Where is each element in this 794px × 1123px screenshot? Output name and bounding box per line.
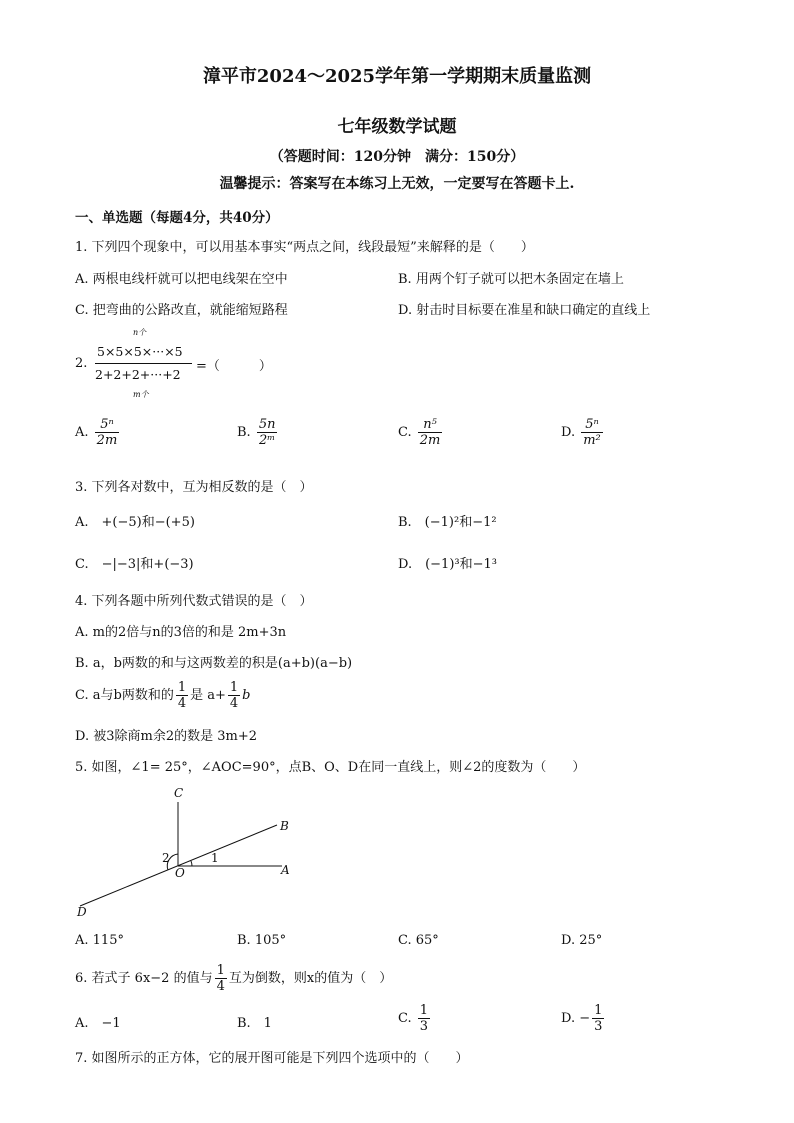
q2-numerator: 5×5×5×···×5 <box>97 344 183 359</box>
option-letter: D. <box>561 425 576 440</box>
q6-stem <box>75 963 392 994</box>
denominator: 2m <box>419 433 441 448</box>
minus-sign: − <box>579 1011 591 1026</box>
numerator: 1 <box>216 963 225 978</box>
q4-option-d: D. 被3除商m余2的数是 3m+2 <box>75 729 257 744</box>
q6-option-a: A. −1 <box>75 1016 121 1031</box>
q1-option-a: A. 两根电线杆就可以把电线架在空中 <box>75 272 288 287</box>
option-letter: A. <box>75 425 89 440</box>
angle-1-arc <box>191 861 192 866</box>
denominator: 2ᵐ <box>259 433 276 448</box>
q2-tail: =（ ） <box>196 359 272 374</box>
q4-option-c <box>75 680 251 711</box>
numerator: 5ⁿ <box>95 417 120 433</box>
angle-figure <box>70 784 310 924</box>
fraction <box>418 1003 430 1034</box>
q2-fraction-bar <box>95 363 192 364</box>
q2-top-brace: n个 <box>133 328 147 337</box>
q5-option-d: D. 25° <box>561 933 603 948</box>
q1-stem: 1. 下列四个现象中，可以用基本事实“两点之间，线段最短”来解释的是（ ） <box>75 240 534 255</box>
denominator: 2m <box>96 433 118 448</box>
text: 6. 若式子 6x−2 的值与 <box>75 971 213 986</box>
q5-option-b: B. 105° <box>237 933 287 948</box>
q3-option-c: C. −|−3|和+(−3) <box>75 557 194 572</box>
exam-subject: 七年级数学试题 <box>337 117 457 137</box>
text: b <box>242 688 251 703</box>
numerator: 1 <box>229 680 239 695</box>
label-d: D <box>77 905 87 919</box>
exam-title: 漳平市2024～2025学年第一学期期末质量监测 <box>202 66 592 87</box>
q2-number: 2. <box>75 356 88 371</box>
fraction <box>581 417 603 448</box>
numerator: 5n <box>258 417 276 432</box>
q1-option-c: C. 把弯曲的公路改直，就能缩短路程 <box>75 303 288 318</box>
q2-option-d <box>561 417 605 448</box>
q5-stem: 5. 如图，∠1= 25°，∠AOC=90°，点B、O、D在同一直线上，则∠2的度数为（ ） <box>75 760 586 775</box>
q3-stem: 3. 下列各对数中，互为相反数的是（ ） <box>75 480 313 495</box>
text: 是 a+ <box>190 688 226 703</box>
numerator: 5ⁿ <box>581 417 603 433</box>
q4-option-b: B. a，b两数的和与这两数差的积是(a+b)(a−b) <box>75 656 353 671</box>
denominator: 3 <box>594 1019 603 1034</box>
section-title: 一、单选题（每题4分，共40分） <box>75 210 279 226</box>
fraction <box>176 680 188 711</box>
numerator: 1 <box>419 1003 429 1018</box>
q2-denominator: 2+2+2+···+2 <box>95 367 181 382</box>
denominator: 4 <box>216 979 225 994</box>
q3-option-a: A. +(−5)和−(+5) <box>75 515 195 530</box>
q6-option-b: B. 1 <box>237 1016 272 1031</box>
numerator: 1 <box>594 1003 603 1018</box>
label-b: B <box>280 819 289 833</box>
q3-option-d: D. (−1)³和−1³ <box>398 557 497 572</box>
fraction <box>257 417 278 448</box>
q5-option-c: C. 65° <box>398 933 439 948</box>
exam-info: （答题时间：120分钟 满分：150分） <box>269 149 525 165</box>
denominator: 4 <box>177 696 187 711</box>
q6-option-d <box>561 1003 606 1034</box>
q2-option-b <box>237 417 279 448</box>
fraction <box>418 417 443 448</box>
q2-option-c <box>398 417 444 448</box>
option-letter: C. <box>398 1011 412 1026</box>
label-c: C <box>174 786 184 800</box>
option-letter: C. <box>398 425 412 440</box>
option-letter: B. <box>237 425 251 440</box>
text: 互为倒数，则x的值为（ ） <box>228 971 393 986</box>
denominator: 3 <box>419 1019 429 1034</box>
option-letter: D. <box>561 1011 576 1026</box>
label-angle-2: 2 <box>162 851 170 865</box>
label-angle-1: 1 <box>211 851 219 865</box>
fraction <box>95 417 120 448</box>
q1-option-b: B. 用两个钉子就可以把木条固定在墙上 <box>398 272 624 287</box>
q2-option-a <box>75 417 121 448</box>
fraction <box>215 963 227 994</box>
label-a: A <box>281 863 290 877</box>
fraction <box>228 680 240 711</box>
q7-stem: 7. 如图所示的正方体，它的展开图可能是下列四个选项中的（ ） <box>75 1051 469 1066</box>
fraction <box>592 1003 604 1034</box>
q1-option-d: D. 射击时目标要在准星和缺口确定的直线上 <box>398 303 651 318</box>
q5-option-a: A. 115° <box>75 933 124 948</box>
label-o: O <box>175 866 185 880</box>
q2-bottom-brace: m个 <box>133 390 149 399</box>
q3-option-b: B. (−1)²和−1² <box>398 515 497 530</box>
denominator: m² <box>583 433 601 448</box>
text: C. a与b两数和的 <box>75 688 174 703</box>
numerator: 1 <box>177 680 187 695</box>
q6-option-c <box>398 1003 432 1034</box>
exam-tip: 温馨提示：答案写在本练习上无效，一定要写在答题卡上. <box>219 176 575 192</box>
numerator: n⁵ <box>418 417 443 433</box>
q4-stem: 4. 下列各题中所列代数式错误的是（ ） <box>75 594 313 609</box>
q4-option-a: A. m的2倍与n的3倍的和是 2m+3n <box>75 625 287 640</box>
denominator: 4 <box>229 696 239 711</box>
